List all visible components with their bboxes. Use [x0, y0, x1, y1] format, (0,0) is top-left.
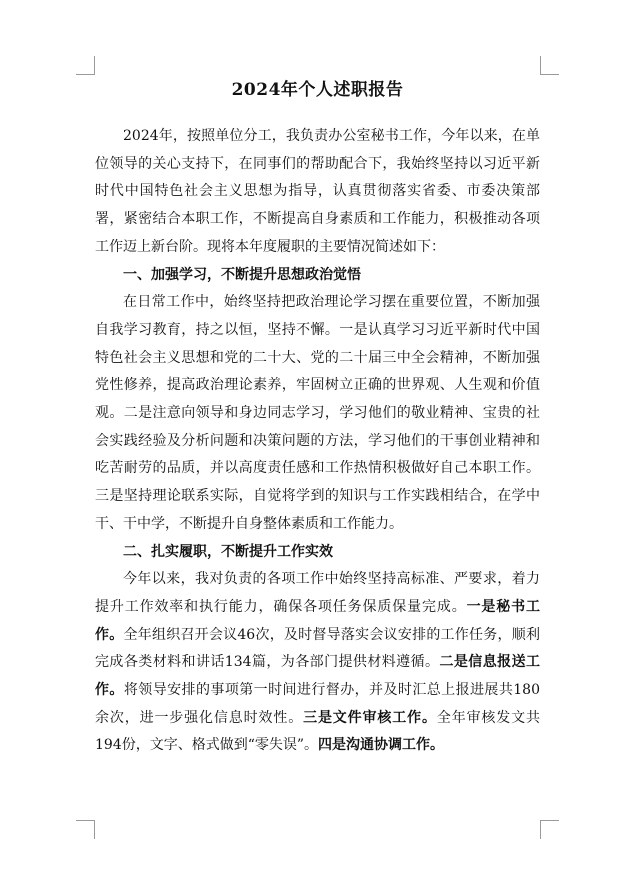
section-2-text-2: 全年组织召开会议46次，及时督导落实会议安排的工作任务，顺利完成各类材料和讲话134篇，为各部门提供材料遵循。 — [95, 626, 540, 671]
margin-corner-mark-bottom-left — [76, 820, 95, 839]
section-1-heading: 一、加强学习，不断提升思想政治觉悟 — [123, 266, 361, 283]
section-2-item-2-label: 二是信息报送工作。 — [95, 654, 540, 699]
section-2-paragraph — [95, 566, 540, 760]
section-2-text-4: 全年审核发文共194份，文字、格式做到“零失误”。 — [95, 709, 541, 754]
section-2-item-4-label: 四是沟通协调工作。 — [318, 737, 445, 754]
document-title: 2024年个人述职报告 — [231, 80, 404, 100]
section-2-text-3: 将领导安排的事项第一时间进行督办，并及时汇总上报进展共180余次，进一步强化信息时效性。 — [95, 682, 540, 726]
margin-corner-mark-top-right — [540, 56, 559, 75]
section-2-item-1-label: 一是秘书工作。 — [95, 598, 541, 643]
section-1-paragraph: 在日常工作中，始终坚持把政治理论学习摆在重要位置，不断加强自我学习教育，持之以恒，坚持不懈。一是认真学习习近平新时代中国特色社会主义思想和党的二十大、党的二十届三中全会精神，不断加强党性修养，提高政治理论素养，牢固树立正确的世界观、人生观和价值观。二是注意向领导和身边同志学习，学习他们的敬业精神、宝贵的社会实践经验及分析问题和决策问题的方法，学习他们的干事创业精神和吃苦耐劳的品质，并以高度责任感和工作热情积极做好自己本职工作。三是坚持理论联系实际，自觉将学到的知识与工作实践相结合，在学中干、干中学，不断提升自身整体素质和工作能力。 — [95, 294, 540, 532]
margin-corner-mark-bottom-right — [540, 820, 559, 839]
document-body[interactable] — [95, 76, 540, 760]
section-2-item-3-label: 三是文件审核工作。 — [303, 709, 437, 726]
section-2-heading: 二、扎实履职，不断提升工作实效 — [123, 543, 333, 560]
section-2-text-1: 今年以来，我对负责的各项工作中始终坚持高标准、严要求，着力提升工作效率和执行能力，确保各项任务保质保量完成。 — [95, 571, 540, 615]
margin-corner-mark-top-left — [76, 56, 95, 75]
intro-paragraph: 2024年，按照单位分工，我负责办公室秘书工作，今年以来，在单位领导的关心支持下，在同事们的帮助配合下，我始终坚持以习近平新时代中国特色社会主义思想为指导，认真贯彻落实省委、市委决策部署，紧密结合本职工作，不断提高自身素质和工作能力，积极推动各项工作迈上新台阶。现将本年度履职的主要情况简述如下： — [95, 128, 540, 255]
